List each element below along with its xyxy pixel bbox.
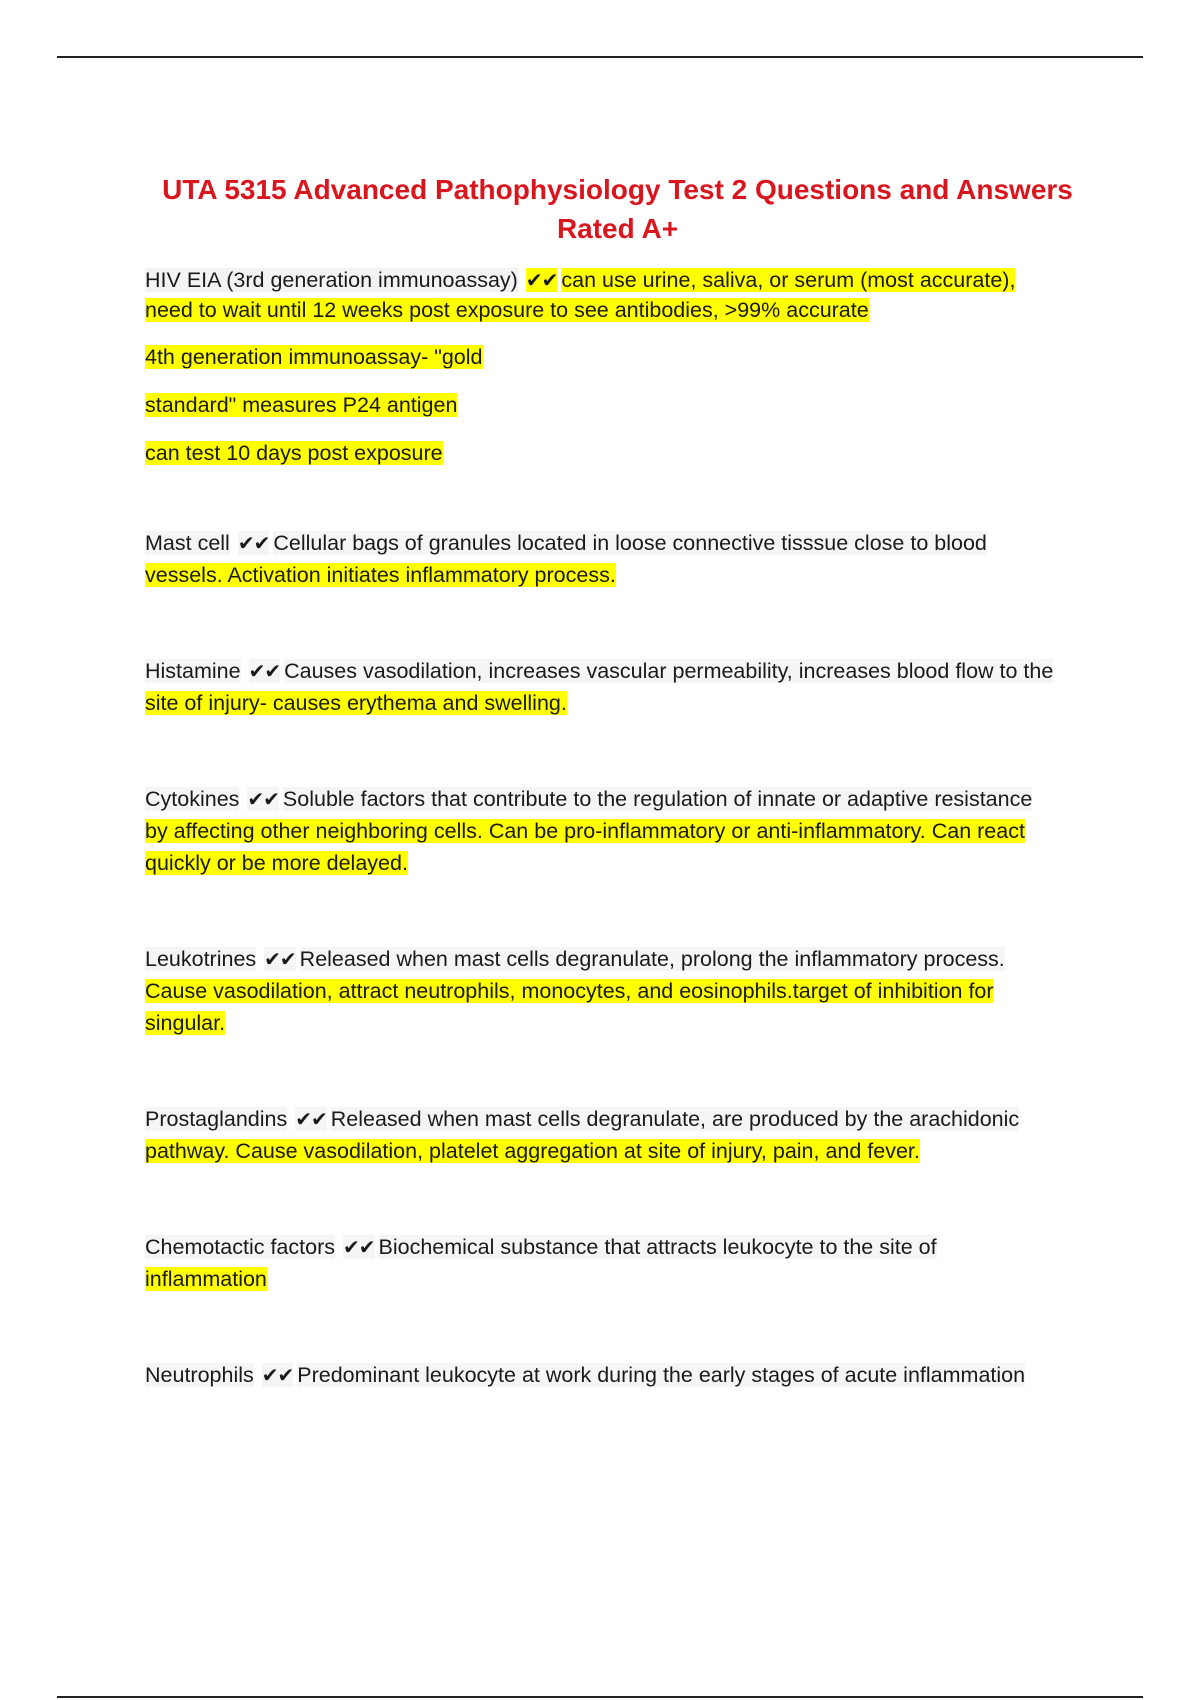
answer-text: Causes vasodilation, increases vascular permeability, increases blood flow to the	[284, 659, 1054, 683]
answer-text: by affecting other neighboring cells. Can be pro-inflammatory or anti-inflammatory. Can react	[145, 819, 1025, 843]
qa-entry-leukotrines	[145, 943, 1080, 1039]
qa-entry-neutrophils	[145, 1359, 1080, 1391]
qa-entry-hiv-eia	[145, 265, 1080, 325]
term-label: Neutrophils	[145, 1363, 254, 1387]
answer-text: pathway. Cause vasodilation, platelet aggregation at site of injury, pain, and fever.	[145, 1139, 920, 1163]
answer-text: quickly or be more delayed.	[145, 851, 408, 875]
answer-text: Cellular bags of granules located in loose connective tisssue close to blood	[273, 531, 987, 555]
check-mark-icon: ✔✔	[295, 1107, 327, 1131]
answer-text: Soluble factors that contribute to the regulation of innate or adaptive resistance	[282, 787, 1033, 811]
term-label: Prostaglandins	[145, 1107, 288, 1131]
answer-text: can use urine, saliva, or serum (most accurate),	[561, 268, 1016, 292]
term-label: Cytokines	[145, 787, 240, 811]
answer-text: site of injury- causes erythema and swelling.	[145, 691, 567, 715]
top-rule	[57, 56, 1143, 58]
answer-note: can test 10 days post exposure	[145, 441, 443, 465]
check-mark-icon: ✔✔	[264, 947, 296, 971]
document-title	[130, 170, 1105, 248]
qa-entry-prostaglandins	[145, 1103, 1080, 1167]
term-label: Histamine	[145, 659, 241, 683]
check-mark-icon: ✔✔	[247, 787, 279, 811]
answer-text: need to wait until 12 weeks post exposure to see antibodies, >99% accurate	[145, 298, 869, 322]
answer-text: Cause vasodilation, attract neutrophils, monocytes, and eosinophils.target of inhibition for	[145, 979, 994, 1003]
title-line-2: Rated A+	[556, 213, 679, 244]
qa-list	[145, 265, 1080, 1391]
answer-note: standard" measures P24 antigen	[145, 393, 458, 417]
answer-text: vessels. Activation initiates inflammatory process.	[145, 563, 616, 587]
qa-entry-cytokines	[145, 783, 1080, 879]
qa-entry-histamine	[145, 655, 1080, 719]
check-mark-icon: ✔✔	[525, 268, 558, 292]
answer-note: 4th generation immunoassay- "gold	[145, 345, 483, 369]
check-mark-icon: ✔✔	[261, 1363, 294, 1387]
answer-text: inflammation	[145, 1267, 267, 1291]
term-label: HIV EIA (3rd generation immunoassay)	[145, 268, 518, 292]
term-label: Chemotactic factors	[145, 1235, 335, 1259]
title-line-1: UTA 5315 Advanced Pathophysiology Test 2 Questions and Answers	[162, 174, 1073, 205]
check-mark-icon: ✔✔	[237, 531, 270, 555]
check-mark-icon: ✔✔	[342, 1235, 375, 1259]
answer-text: Released when mast cells degranulate, are produced by the arachidonic	[330, 1107, 1020, 1131]
bottom-rule	[57, 1696, 1143, 1698]
answer-text: Predominant leukocyte at work during the early stages of acute inflammation	[297, 1363, 1026, 1387]
term-label: Mast cell	[145, 531, 230, 555]
qa-entry-chemotactic-factors	[145, 1231, 1080, 1295]
qa-entry-mast-cell	[145, 527, 1080, 591]
term-label: Leukotrines	[145, 947, 257, 971]
answer-text: Released when mast cells degranulate, prolong the inflammatory process.	[299, 947, 1005, 971]
answer-text: singular.	[145, 1011, 226, 1035]
answer-text: Biochemical substance that attracts leukocyte to the site of	[378, 1235, 937, 1259]
check-mark-icon: ✔✔	[248, 659, 281, 683]
